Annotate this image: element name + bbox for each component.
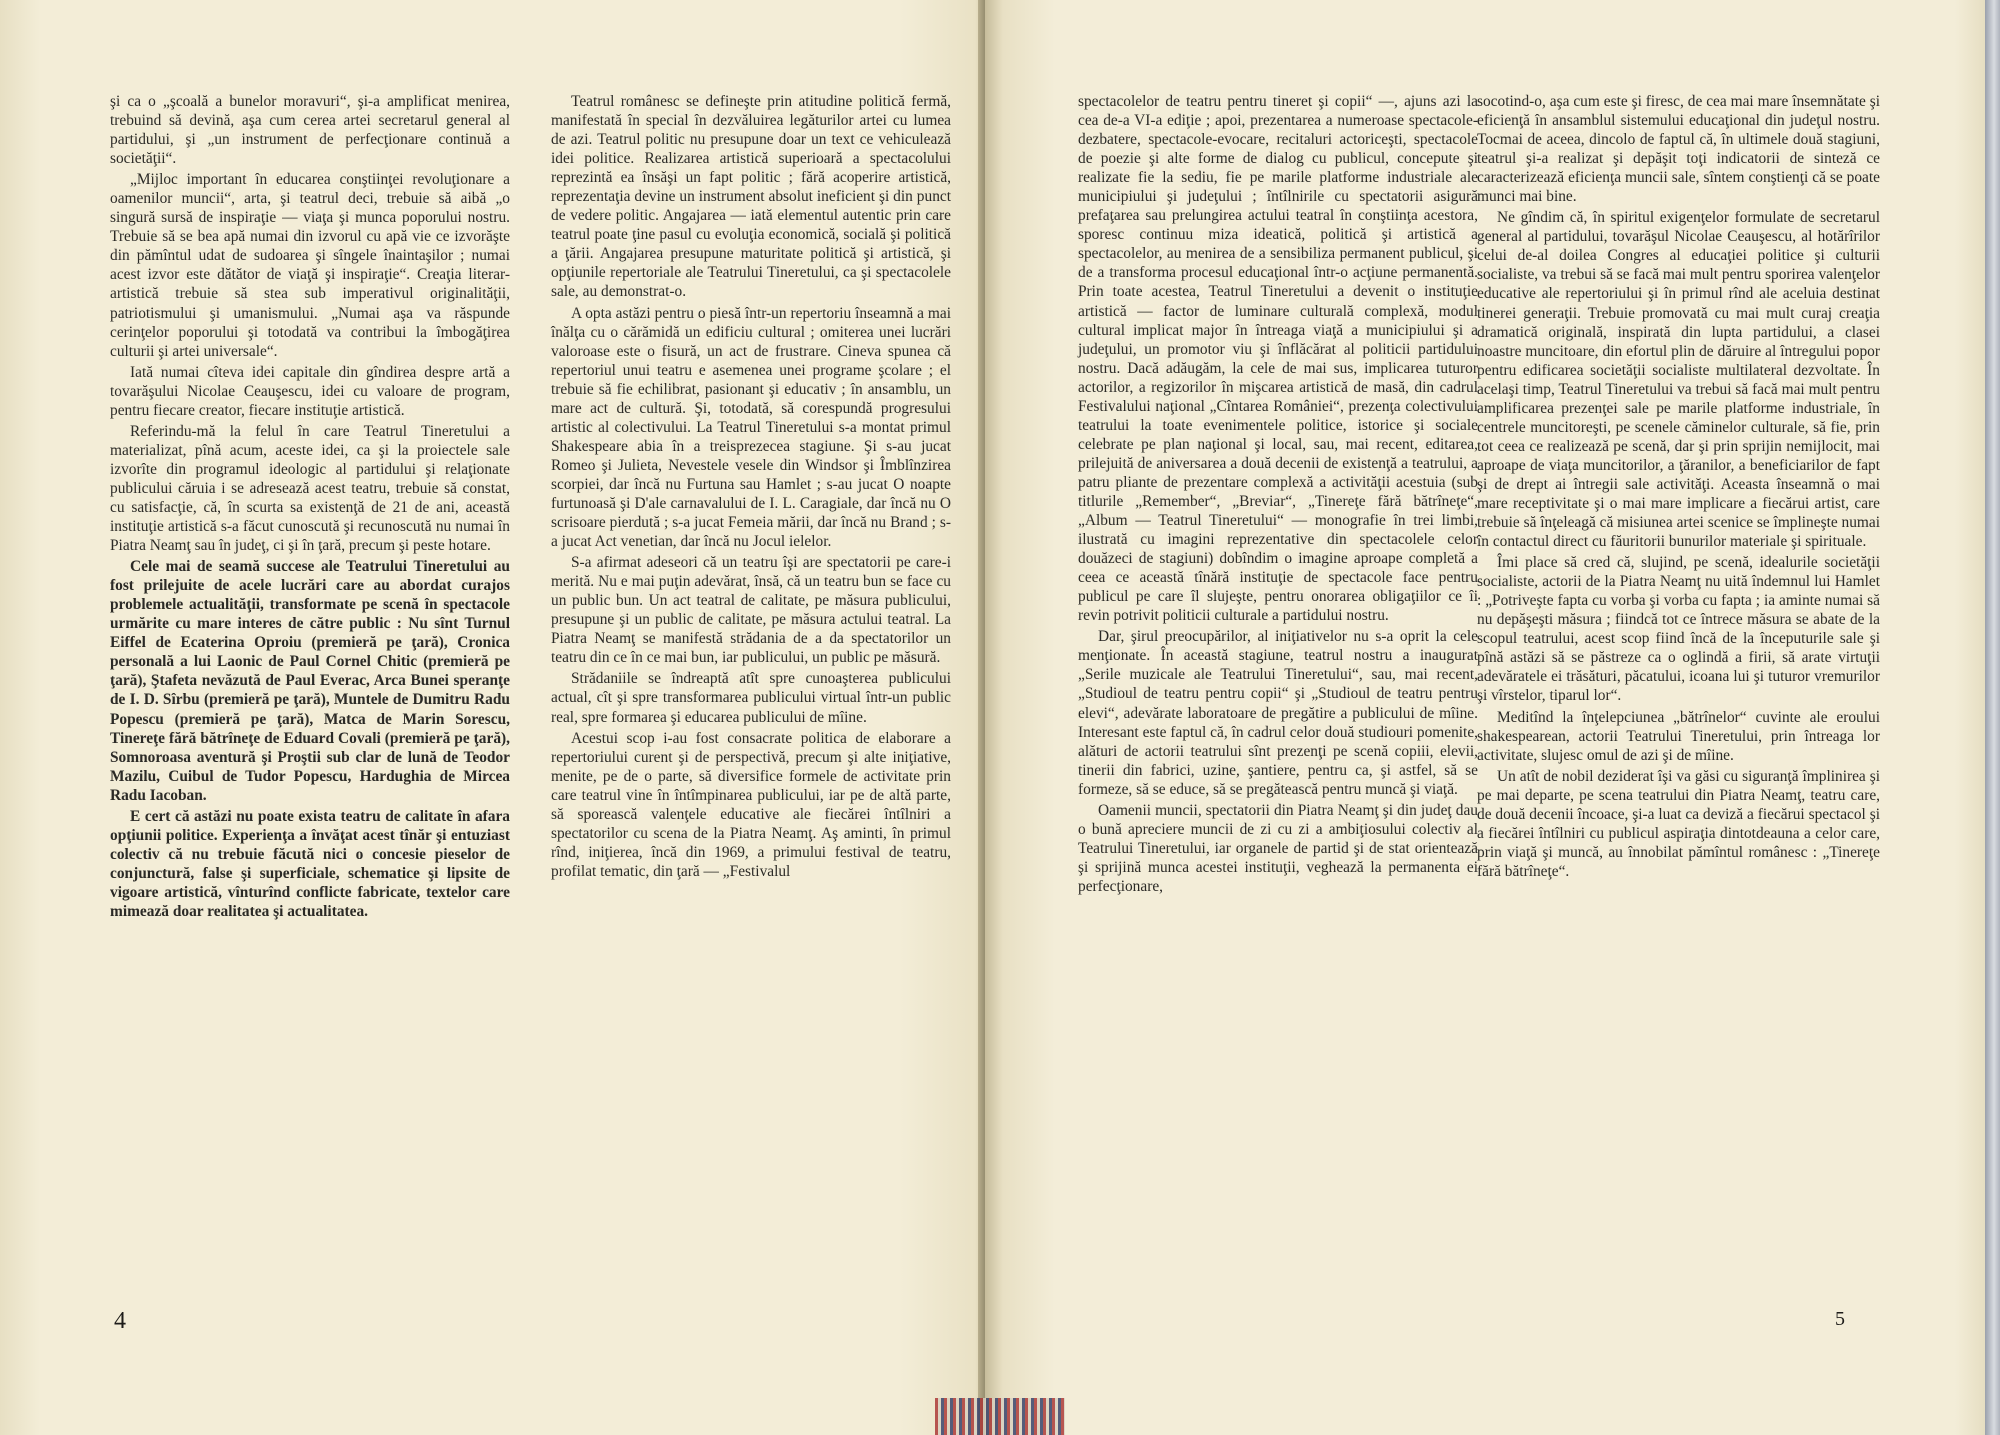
- left-page-column-1: [110, 92, 510, 921]
- binding-thread: [935, 1398, 1065, 1435]
- paragraph: socotind-o, aşa cum este şi firesc, de cea mai mare însemnătate şi eficienţă în ansamblul sistemului educaţional din judeţul nostru. Tocmai de aceea, dincolo de faptul că, în ultimele două stagiuni, teatrul şi-a realizat şi depăşit toţi indicatorii de sinteză ce caracterizează eficienţa muncii sale, sîntem conştienţi că se poate munci mai bine.: [1477, 93, 1880, 206]
- paragraph: Oamenii muncii, spectatorii din Piatra Neamţ şi din judeţ dau o bună apreciere muncii de zi cu zi a ambiţiosului colectiv al Teatrului Tineretului, iar organele de partid şi de stat orientează şi sprijină munca acestei instituţii, veghează la permanenta ei perfecţionare,: [1078, 801, 1478, 895]
- left-page: [0, 0, 990, 1435]
- paragraph: S-a afirmat adeseori că un teatru îşi are spectatorii pe care-i merită. Nu e mai puţin adevărat, însă, că un teatru bun se face cu un public bun. Un act teatral de calitate, pe măsura publicului, presupune şi un public de calitate, pe măsura actului teatral. La Piatra Neamţ se manifestă strădania de a da spectatorilor un teatru din ce în ce mai bun, iar publicului, un public pe măsură.: [551, 554, 951, 667]
- paragraph: Cele mai de seamă succese ale Teatrului Tineretului au fost prilejuite de acele lucrări care au abordat curajos problemele actualităţii, transformate pe scenă în spectacole urmărite cu mare interes de către public : Nu sînt Turnul Eiffel de Ecaterina Oproiu (premieră pe ţară), Cronica personală a lui Laonic de Paul Cornel Chitic (premieră pe ţară), Ştafeta nevăzută de Paul Everac, Arca Bunei speranţe de I. D. Sîrbu (premieră pe ţară), Muntele de Dumitru Radu Popescu (premieră pe ţară), Matca de Marin Sorescu, Tinereţe fără bătrîneţe de Eduard Covali (premieră pe ţară), Somnoroasa aventură şi Proştii sub clar de lună de Teodor Mazilu, Cuibul de Tudor Popescu, Hardughia de Mircea Radu Iacoban.: [110, 558, 510, 804]
- paragraph: „Mijloc important în educarea conştiinţei revoluţionare a oamenilor muncii“, arta, şi teatrul deci, trebuie să aibă „o singură sursă de inspiraţie — viaţa şi munca poporului nostru. Trebuie să se bea apă numai din izvorul cu apă vie ce izvorăşte din pămîntul udat de sudoarea şi sîngele înaintaşilor ; numai acest izvor este dătător de viaţă şi inspiraţie“. Creaţia literar-artistică trebuie să stea sub imperativul originalităţii, patriotismului şi umanismului. „Numai aşa va răspunde cerinţelor poporului şi totodată va contribui la îmbogăţirea culturii şi artei universale“.: [110, 171, 510, 360]
- paragraph: Un atît de nobil deziderat îşi va găsi cu siguranţă împlinirea şi pe mai departe, pe scena teatrului din Piatra Neamţ, teatru care, de două decenii încoace, şi-a luat ca deviză a fiecărui spectacol şi a fiecărei întîlniri cu publicul aspiraţia dintotdeauna a celor care, prin viaţă şi muncă, au înnobilat pămîntul românesc : „Tinereţe fără bătrîneţe“.: [1477, 767, 1880, 880]
- page-number-left: 4: [114, 1308, 126, 1334]
- paragraph: Meditînd la înţelepciunea „bătrînelor“ cuvinte ale eroului shakespearean, actorii Teatrului Tineretului, prin întreaga lor activitate, slujesc omul de azi şi de mîine.: [1477, 708, 1880, 764]
- paragraph: Iată numai cîteva idei capitale din gîndirea despre artă a tovarăşului Nicolae Ceauşescu, idei cu valoare de program, pentru fiecare creator, fiecare instituţie artistică.: [110, 363, 510, 419]
- paragraph: Dar, şirul preocupărilor, al iniţiativelor nu s-a oprit la cele menţionate. În această stagiune, teatrul nostru a inaugurat „Serile muzicale ale Teatrului Tineretului“, sau, mai recent, „Studioul de teatru pentru copii“ şi „Studioul de teatru pentru elevi“, adevărate laboratoare de pregătire a publicului de mîine. Interesant este faptul că, în cadrul celor două studiouri pomenite, alături de actorii teatrului sînt prezenţi pe scenă copiii, elevii, tinerii din fabrici, uzine, şantiere, pentru ca, şi astfel, să se formeze, să se educe, să se pregătească pentru muncă şi viaţă.: [1078, 628, 1478, 798]
- paragraph: spectacolelor de teatru pentru tineret şi copii“ —, ajuns azi la cea de-a VI-a ediţie ; apoi, prezentarea a numeroase spectacole-dezbatere, spectacole-evocare, recitaluri actoriceşti, spectacole de poezie şi alte forme de dialog cu publicul, concepute şi realizate fie la sediu, fie pe marile platforme industriale ale municipiului şi judeţului ; întîlnirile cu spectatorii asigură prefaţarea sau prelungirea actului teatral în conştiinţa acestora, sporesc continuu miza ideatică, politică şi artistică a spectacolelor, au menirea de a sensibiliza permanent publicul, şi de a transforma procesul educaţional într-o acţiune permanentă. Prin toate acestea, Teatrul Tineretului a devenit o instituţie artistică — factor de luminare culturală complexă, modul cultural implicat major în întreaga viaţă a municipiului şi a judeţului, un promotor viu şi înflăcărat al politicii partidului nostru. Dacă adăugăm, la cele de mai sus, implicarea tuturor actorilor, a regizorilor în mişcarea artistică de masă, din cadrul Festivalului naţional „Cîntarea României“, prezenţa colectivului teatrului la toate evenimentele politice, istorice şi sociale celebrate pe plan naţional şi local, sau, mai recent, editarea, prilejuită de aniversarea a două decenii de existenţă a teatrului, a patru pliante de prezentare complexă a activităţii acestuia (sub titlurile „Remember“, „Breviar“, „Tinereţe fără bătrîneţe“, „Album — Teatrul Tineretului“ — monografie în trei limbi, ilustrată cu imagini reprezentative din spectacolele celor douăzeci de stagiuni) dobîndim o imagine aproape completă a ceea ce această tînără instituţie de spectacole face pentru publicul pe care îl slujeşte, pentru onorarea obligaţiilor ce îi revin potrivit politicii culturale a partidului nostru.: [1078, 93, 1478, 625]
- right-page: [985, 0, 1985, 1435]
- paragraph: Acestui scop i-au fost consacrate politica de elaborare a repertoriului curent şi de perspectivă, precum şi alte iniţiative, menite, pe de o parte, să diversifice formele de activitate prin care teatrul vine în întîmpinarea publicului, iar pe de altă parte, să sporească valenţele educative ale fiecărei întîlniri a spectatorilor cu scena de la Piatra Neamţ. Aş aminti, în primul rînd, iniţierea, încă din 1969, a primului festival de teatru, profilat tematic, din ţară — „Festivalul: [551, 729, 951, 880]
- left-page-column-2: [551, 92, 951, 881]
- paragraph: A opta astăzi pentru o piesă într-un repertoriu înseamnă a mai înălţa cu o cărămidă un edificiu cultural ; omiterea unei lucrări valoroase este o fisură, un act de frustrare. Cineva spunea că repertoriul unui teatru e asemenea unei programe şcolare ; el trebuie să fie echilibrat, pasionant şi educativ ; în ansamblu, un mare act de cultură. Şi, totodată, să corespundă progresului artistic al colectivului. La Teatrul Tineretului s-a montat primul Shakespeare abia în a treisprezecea stagiune. Şi s-au jucat Romeo şi Julieta, Nevestele vesele din Windsor şi Îmblînzirea scorpiei, dar încă nu Furtuna sau Hamlet ; s-au jucat O noapte furtunoasă şi D'ale carnavalului de I. L. Caragiale, dar încă nu O scrisoare pierdută ; s-a jucat Femeia mării, dar încă nu Brand ; s-a jucat Act venetian, dar încă nu Jocul ielelor.: [551, 304, 951, 551]
- paragraph: Teatrul românesc se defineşte prin atitudine politică fermă, manifestată în special în dezvăluirea legăturilor artei cu lumea de azi. Teatrul politic nu presupune doar un text ce vehiculează idei politice. Realizarea artistică superioară a spectacolului reprezintă ea însăşi un fapt politic ; fără acoperire artistică, reprezentaţia devine un instrument absolut ineficient şi din punct de vedere politic. Angajarea — iată elementul autentic prin care teatrul poate ţine pasul cu evoluţia economică, socială şi politică a ţării. Angajarea presupune maturitate politică şi artistică, şi opţiunile repertoriale ale Teatrului Tineretului, ca şi spectacolele sale, au demonstrat-o.: [551, 93, 951, 301]
- paragraph: Îmi place să cred că, slujind, pe scenă, idealurile societăţii socialiste, actorii de la Piatra Neamţ nu uită îndemnul lui Hamlet : „Potriveşte fapta cu vorba şi vorba cu fapta ; ia aminte numai să nu depăşeşti măsura ; fiindcă tot ce întrece măsura se abate de la scopul teatrului, acest scop fiind încă de la începuturile sale şi pînă astăzi să se păstreze ca o oglindă a firii, să arate virtuţii adevăratele ei trăsături, păcatului, icoana lui şi tuturor vremurilor şi vîrstelor, tiparul lor“.: [1477, 554, 1880, 705]
- page-number-right: 5: [1835, 1308, 1845, 1330]
- paragraph: Strădaniile se îndreaptă atît spre cunoaşterea publicului actual, cît şi spre transformarea publicului virtual într-un public real, spre formarea şi educarea publicului de mîine.: [551, 670, 951, 726]
- paragraph: E cert că astăzi nu poate exista teatru de calitate în afara opţiunii politice. Experienţa a învăţat acest tînăr şi entuziast colectiv că nu trebuie făcută nici o concesie pieselor de conjunctură, false şi superficiale, schematice şi lipsite de vigoare artistică, vînturînd conflicte fabricate, textelor care mimează doar realitatea şi actualitatea.: [110, 807, 510, 920]
- paragraph: Ne gîndim că, în spiritul exigenţelor formulate de secretarul general al partidului, tovarăşul Nicolae Ceauşescu, al hotărîrilor celui de-al doilea Congres al educaţiei politice şi culturii socialiste, va trebui să se facă mai mult pentru sporirea valenţelor educative ale repertoriului şi în primul rînd ale aceluia destinat tinerei generaţii. Trebuie promovată cu mai mult curaj creaţia dramatică originală, inspirată din lupta partidului, a clasei noastre muncitoare, din efortul plin de dăruire al întregului popor pentru edificarea societăţii socialiste multilateral dezvoltate. În acelaşi timp, Teatrul Tineretului va trebui să facă mai mult pentru amplificarea prezenţei sale pe marile platforme industriale, în centrele muncitoreşti, pe scenele căminelor culturale, să fie, prin tot ceea ce realizează pe scenă, dar şi prin sprijin nemijlocit, mai aproape de viaţa muncitorilor, a ţăranilor, a beneficiarilor de fapt şi de drept ai întregii sale activităţi. Aceasta înseamnă o mai mare receptivitate şi o mai mare implicare a fiecărui artist, care trebuie să înţeleagă că misiunea artei scenice se împlineşte numai în contactul direct cu făuritorii bunurilor materiale şi spirituale.: [1477, 209, 1880, 551]
- paragraph: Referindu-mă la felul în care Teatrul Tineretului a materializat, pînă acum, aceste idei, ca şi la proiectele sale izvorîte din programul ideologic al partidului şi relaţionate publicului căruia i se adresează acest teatru, trebuie să constat, cu satisfacţie, că, în scurta sa existenţă de 21 de ani, această instituţie artistică s-a făcut cunoscută şi recunoscută nu numai în Piatra Neamţ sau în judeţ, ci şi în ţară, precum şi peste hotare.: [110, 422, 510, 555]
- right-book-edge: [1985, 0, 2000, 1435]
- paragraph: şi ca o „şcoală a bunelor moravuri“, şi-a amplificat menirea, trebuind să devină, aşa cum cerea artei secretarul general al partidului, şi „un instrument de perfecţionare continuă a societăţii“.: [110, 93, 510, 168]
- right-page-column-2: [1477, 92, 1880, 881]
- right-page-column-1: [1078, 92, 1478, 896]
